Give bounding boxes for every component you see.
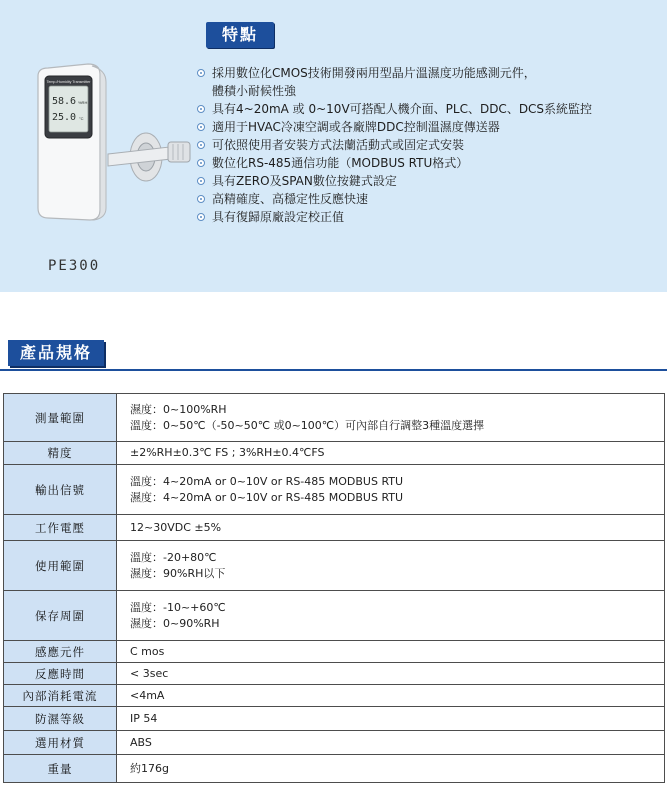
table-row <box>4 591 665 641</box>
spec-value: ABS <box>117 731 665 755</box>
table-row <box>4 394 665 442</box>
spec-value: ±2%RH±0.3℃ FS ; 3%RH±0.4℃FS <box>117 442 665 465</box>
spec-label: 防濕等級 <box>4 707 117 731</box>
pe300-device-image <box>28 62 198 232</box>
spec-value: IP 54 <box>117 707 665 731</box>
spec-label: 反應時間 <box>4 663 117 685</box>
table-row <box>4 707 665 731</box>
bullet-icon <box>197 213 205 221</box>
display-temp-unit: °C <box>79 116 84 121</box>
spec-value: <4mA <box>117 685 665 707</box>
bullet-icon <box>197 195 205 203</box>
specs-heading: 產品規格 <box>8 340 104 366</box>
table-row <box>4 465 665 515</box>
feature-panel <box>0 0 667 292</box>
table-row <box>4 755 665 783</box>
model-label: PE300 <box>48 258 101 274</box>
feature-list <box>196 64 658 226</box>
spec-value: 12~30VDC ±5% <box>117 515 665 541</box>
spec-value: 濕度：0~100%RH 溫度：0~50℃（-50~50℃ 或0~100℃）可內部自行調整3種溫度選擇 <box>117 394 665 442</box>
device-lcd <box>49 86 88 132</box>
bullet-icon <box>197 141 205 149</box>
bullet-icon <box>197 123 205 131</box>
display-humidity-value: 58.6 <box>52 96 77 107</box>
display-humidity-unit: %RH <box>78 100 88 105</box>
feature-item: 數位化RS-485通信功能（MODBUS RTU格式） <box>196 154 658 172</box>
specs-divider <box>0 369 667 371</box>
spec-label: 內部消耗電流 <box>4 685 117 707</box>
spec-label: 重量 <box>4 755 117 783</box>
table-row <box>4 663 665 685</box>
features-heading: 特點 <box>206 22 274 48</box>
spec-label: 保存周圍 <box>4 591 117 641</box>
table-row <box>4 731 665 755</box>
spec-label: 精度 <box>4 442 117 465</box>
bullet-icon <box>197 105 205 113</box>
bullet-icon <box>197 159 205 167</box>
table-row <box>4 641 665 663</box>
spec-label: 測量範圍 <box>4 394 117 442</box>
bullet-icon <box>197 69 205 77</box>
spec-value: 溫度：-20+80℃ 濕度：90%RH以下 <box>117 541 665 591</box>
table-row <box>4 541 665 591</box>
table-row <box>4 515 665 541</box>
feature-item: 採用數位化CMOS技術開發兩用型晶片溫濕度功能感測元件， 體積小耐候性強 <box>196 64 658 100</box>
feature-item: 高精確度、高穩定性反應快速 <box>196 190 658 208</box>
feature-item: 具有ZERO及SPAN數位按鍵式設定 <box>196 172 658 190</box>
spec-value: C mos <box>117 641 665 663</box>
spec-value: 溫度：4~20mA or 0~10V or RS-485 MODBUS RTU 濕度：4~20mA or 0~10V or RS-485 MODBUS RTU <box>117 465 665 515</box>
feature-item: 可依照使用者安裝方式法蘭活動式或固定式安裝 <box>196 136 658 154</box>
table-row <box>4 685 665 707</box>
spec-label: 感應元件 <box>4 641 117 663</box>
spec-label: 輸出信號 <box>4 465 117 515</box>
spec-table <box>3 393 665 783</box>
spec-label: 使用範圍 <box>4 541 117 591</box>
spec-label: 選用材質 <box>4 731 117 755</box>
display-temp-value: 25.0 <box>52 112 77 123</box>
bullet-icon <box>197 177 205 185</box>
feature-item: 具有4~20mA 或 0~10V可搭配人機介面、PLC、DDC、DCS系統監控 <box>196 100 658 118</box>
table-row <box>4 442 665 465</box>
spec-value: < 3sec <box>117 663 665 685</box>
spec-label: 工作電壓 <box>4 515 117 541</box>
spec-value: 約176g <box>117 755 665 783</box>
display-header: Temp./Humidity Transmitter <box>46 80 91 84</box>
spec-value: 溫度：-10~+60℃ 濕度：0~90%RH <box>117 591 665 641</box>
feature-item: 適用于HVAC冷凍空調或各廠牌DDC控制溫濕度傳送器 <box>196 118 658 136</box>
feature-item: 具有復歸原廠設定校正值 <box>196 208 658 226</box>
